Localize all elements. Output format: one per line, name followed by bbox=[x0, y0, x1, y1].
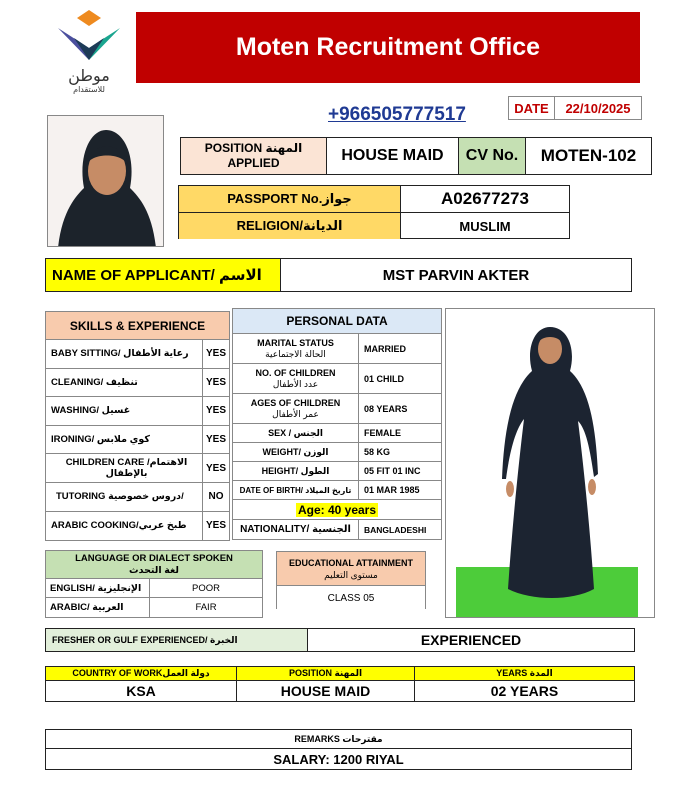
personal-value: MARRIED bbox=[364, 343, 406, 354]
language-value: FAIR bbox=[195, 602, 217, 613]
personal-label: WEIGHT/ الوزن bbox=[233, 443, 359, 461]
phone-link[interactable]: +966505777517 bbox=[328, 104, 466, 125]
language-table bbox=[45, 550, 263, 618]
company-logo bbox=[52, 8, 126, 94]
personal-value: 01 CHILD bbox=[364, 373, 405, 384]
education-table bbox=[276, 551, 426, 609]
portrait-photo bbox=[47, 115, 164, 247]
position-row bbox=[180, 137, 652, 175]
skill-value: NO bbox=[208, 491, 224, 503]
skill-value: YES bbox=[205, 520, 226, 532]
remarks-value: SALARY: 1200 RIYAL bbox=[273, 751, 404, 767]
language-row bbox=[46, 598, 262, 617]
logo-mark-icon bbox=[52, 8, 126, 64]
skill-value: YES bbox=[205, 462, 226, 474]
personal-data-table bbox=[232, 308, 442, 540]
personal-label: DATE OF BIRTH/ تاريخ الميلاد bbox=[233, 481, 359, 499]
skill-row bbox=[46, 426, 229, 455]
language-label: ENGLISH/ الإنجليزية bbox=[46, 579, 150, 597]
passport-row bbox=[179, 186, 569, 213]
remarks-table bbox=[45, 729, 632, 770]
date-value: 22/10/2025 bbox=[565, 100, 631, 116]
personal-label: HEIGHT/ الطول bbox=[233, 462, 359, 480]
work-header-country: COUNTRY OF WORKدولة العمل bbox=[46, 667, 237, 680]
work-header-position: POSITION المهنة bbox=[237, 667, 415, 680]
skill-label: CHILDREN CARE /الاهتمام بالإطفال bbox=[46, 454, 203, 482]
experience-label: FRESHER OR GULF EXPERIENCED/ الخبرة bbox=[46, 629, 308, 651]
position-label-ar: المهنة bbox=[265, 141, 303, 155]
skill-row bbox=[46, 454, 229, 483]
nationality-row bbox=[233, 520, 441, 539]
skill-row bbox=[46, 369, 229, 398]
personal-label: MARITAL STATUS الحالة الاجتماعية bbox=[233, 334, 359, 363]
work-country: KSA bbox=[46, 681, 237, 701]
personal-value: 05 FIT 01 INC bbox=[364, 466, 421, 476]
language-value: POOR bbox=[192, 582, 220, 594]
personal-row bbox=[233, 364, 441, 394]
skill-row bbox=[46, 512, 229, 541]
position-label bbox=[181, 138, 327, 174]
personal-row bbox=[233, 334, 441, 364]
personal-value: 58 KG bbox=[364, 447, 391, 457]
position-value: HOUSE MAID bbox=[327, 138, 459, 174]
cv-value: MOTEN-102 bbox=[540, 146, 637, 165]
date-box bbox=[508, 96, 642, 120]
religion-row bbox=[179, 213, 569, 239]
nationality-value: BANGLADESHI bbox=[364, 524, 427, 535]
personal-value: FEMALE bbox=[364, 428, 401, 438]
work-history-header bbox=[46, 667, 634, 681]
date-label: DATE bbox=[509, 97, 555, 119]
applicant-name-value: MST PARVIN AKTER bbox=[382, 266, 530, 284]
personal-label: NO. OF CHILDREN عدد الأطفال bbox=[233, 364, 359, 393]
religion-label: RELIGION/الديانة bbox=[179, 213, 401, 239]
education-value: CLASS 05 bbox=[327, 592, 375, 604]
work-position: HOUSE MAID bbox=[237, 681, 415, 701]
skill-value: YES bbox=[205, 376, 226, 388]
applicant-name-label: NAME OF APPLICANT/ الاسم bbox=[46, 259, 281, 291]
personal-label: SEX / الجنس bbox=[233, 424, 359, 442]
passport-label: PASSPORT No.جواز bbox=[179, 186, 401, 212]
skill-label: ARABIC COOKING/طبخ عربي bbox=[46, 512, 203, 541]
skill-row bbox=[46, 340, 229, 369]
skill-row bbox=[46, 397, 229, 426]
personal-row bbox=[233, 443, 441, 462]
personal-data-title: PERSONAL DATA bbox=[233, 309, 441, 334]
skill-value: YES bbox=[205, 405, 226, 417]
position-label-sub: APPLIED bbox=[227, 156, 280, 170]
full-body-photo bbox=[445, 308, 655, 618]
cv-label: CV No. bbox=[459, 138, 526, 174]
applicant-name-row bbox=[45, 258, 632, 292]
skill-label: IRONING/ كوي ملابس bbox=[46, 426, 203, 454]
personal-label: AGES OF CHILDREN عمر الأطفال bbox=[233, 394, 359, 423]
experience-value: EXPERIENCED bbox=[420, 632, 522, 648]
skill-label: TUTORING دروس خصوصية/ bbox=[46, 483, 203, 511]
personal-row bbox=[233, 462, 441, 481]
skill-value: YES bbox=[205, 434, 226, 446]
language-title: LANGUAGE OR DIALECT SPOKEN لغة التحدث bbox=[46, 551, 262, 579]
nationality-label: NATIONALITY/ الجنسية bbox=[233, 520, 359, 539]
skills-title: SKILLS & EXPERIENCE bbox=[46, 312, 229, 340]
skills-table bbox=[45, 311, 230, 541]
education-title: EDUCATIONAL ATTAINMENT مستوى التعليم bbox=[277, 552, 425, 586]
language-label: ARABIC/ العربية bbox=[46, 598, 150, 617]
age-value: Age: 40 years bbox=[297, 502, 377, 517]
work-header-years: YEARS المدة bbox=[496, 668, 553, 678]
personal-row bbox=[233, 394, 441, 424]
personal-row bbox=[233, 424, 441, 443]
skill-label: WASHING/ غسيل bbox=[46, 397, 203, 425]
work-history-row bbox=[46, 681, 634, 701]
skill-row bbox=[46, 483, 229, 512]
page-title-banner bbox=[136, 12, 640, 83]
passport-religion-table bbox=[178, 185, 570, 239]
religion-value: MUSLIM bbox=[459, 218, 511, 234]
experience-row bbox=[45, 628, 635, 652]
skill-value: YES bbox=[205, 348, 226, 360]
remarks-label: REMARKS مقترحات bbox=[46, 730, 631, 749]
work-years: 02 YEARS bbox=[490, 683, 559, 699]
work-history-table bbox=[45, 666, 635, 702]
personal-row bbox=[233, 481, 441, 500]
personal-value: 08 YEARS bbox=[364, 403, 408, 414]
age-row bbox=[233, 500, 441, 520]
logo-text: موطن bbox=[68, 68, 110, 85]
skill-label: CLEANING/ تنظيف bbox=[46, 369, 203, 397]
personal-value: 01 MAR 1985 bbox=[364, 485, 420, 495]
position-label-en: POSITION bbox=[204, 141, 263, 155]
passport-value: A02677273 bbox=[441, 189, 529, 208]
page-title: Moten Recruitment Office bbox=[235, 33, 541, 61]
logo-subtext: للاستقدام bbox=[73, 85, 105, 94]
language-row bbox=[46, 579, 262, 598]
skill-label: BABY SITTING/ رعاية الأطفال bbox=[46, 340, 203, 368]
